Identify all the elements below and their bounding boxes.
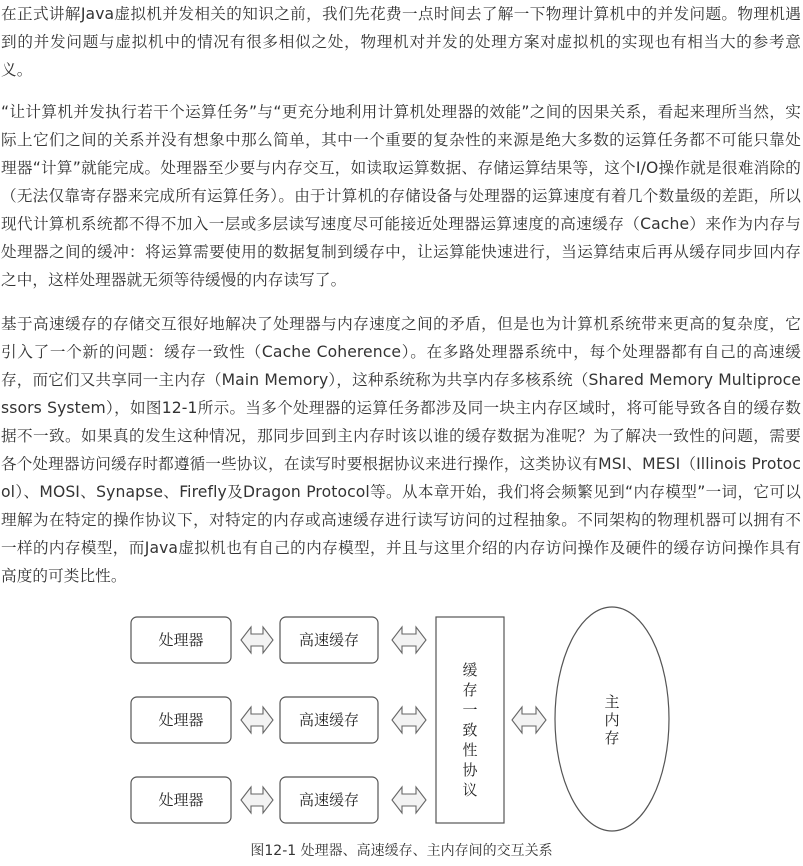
cache-label: 高速缓存 [298,791,360,809]
cache-box [280,617,378,663]
processor-label: 处理器 [158,711,204,729]
double-arrow-icon [392,707,426,733]
processor-label: 处理器 [158,631,204,649]
cache-box [280,777,378,823]
double-arrow-icon [512,707,546,733]
double-arrow-icon [241,707,273,733]
processor-box [131,617,231,663]
processor-box [131,697,231,743]
protocol-char: 致 [462,721,478,739]
protocol-char: 议 [462,781,478,799]
double-arrow-icon [241,627,273,653]
figure-12-1 [0,603,803,866]
coherence-protocol-box [436,617,504,823]
protocol-char: 协 [462,761,478,779]
memory-char: 主 [604,693,620,711]
double-arrow-icon [241,787,273,813]
memory-char: 存 [604,729,620,747]
interaction-diagram [0,603,803,838]
paragraph-coherence: 基于高速缓存的存储交互很好地解决了处理器与内存速度之间的矛盾，但是也为计算机系统带来更高的复杂度，它引入了一个新的问题：缓存一致性（Cache Coherence）。在多路处理器系统中，每个处理器都有自己的高速缓存，而它们又共享同一主内存（Main Memory），这种系统称为共享内存多核系统（Shared Memory Multiprocessors System），如图12-1所示。当多个处理器的运算任务都涉及同一块主内存区域时，将可能导致各自的缓存数据不一致。如果真的发生这种情况，那同步回到主内存时该以谁的缓存数据为准呢？为了解决一致性的问题，需要各个处理器访问缓存时都遵循一些协议，在读写时要根据协议来进行操作，这类协议有MSI、MESI（Illinois Protocol）、MOSI、Synapse、Firefly及Dragon Protocol等。从本章开始，我们将会频繁见到“内存模型”一词，它可以理解为在特定的操作协议下，对特定的内存或高速缓存进行读写访问的过程抽象。不同架构的物理机器可以拥有不一样的内存模型，而Java虚拟机也有自己的内存模型，并且与这里介绍的内存访问操作及硬件的缓存访问操作具有高度的可类比性。 [1,315,801,585]
protocol-char: 性 [462,741,478,759]
cache-label: 高速缓存 [298,631,360,649]
processor-box [131,777,231,823]
figure-caption: 图12-1 处理器、高速缓存、主内存间的交互关系 [250,843,553,859]
protocol-char: 存 [462,681,478,699]
double-arrow-icon [392,627,426,653]
cache-label: 高速缓存 [298,711,360,729]
paragraph-intro: 在正式讲解Java虚拟机并发相关的知识之前，我们先花费一点时间去了解一下物理计算机中的并发问题。物理机遇到的并发问题与虚拟机中的情况有很多相似之处，物理机对并发的处理方案对虚拟机的实现也有相当大的参考意义。 [1,5,801,79]
main-memory-ellipse [555,607,669,831]
memory-char: 内 [604,711,620,729]
protocol-char: 缓 [462,661,478,679]
double-arrow-icon [392,787,426,813]
processor-label: 处理器 [158,791,204,809]
protocol-char: 一 [462,701,478,719]
paragraph-cache: “让计算机并发执行若干个运算任务”与“更充分地利用计算机处理器的效能”之间的因果关系，看起来理所当然，实际上它们之间的关系并没有想象中那么简单，其中一个重要的复杂性的来源是绝大多数的运算任务都不可能只靠处理器“计算”就能完成。处理器至少要与内存交互，如读取运算数据、存储运算结果等，这个I/O操作就是很难消除的（无法仅靠寄存器来完成所有运算任务）。由于计算机的存储设备与处理器的运算速度有着几个数量级的差距，所以现代计算机系统都不得不加入一层或多层读写速度尽可能接近处理器运算速度的高速缓存（Cache）来作为内存与处理器之间的缓冲：将运算需要使用的数据复制到缓存中，让运算能快速进行，当运算结束后再从缓存同步回内存之中，这样处理器就无须等待缓慢的内存读写了。 [1,103,801,289]
cache-box [280,697,378,743]
